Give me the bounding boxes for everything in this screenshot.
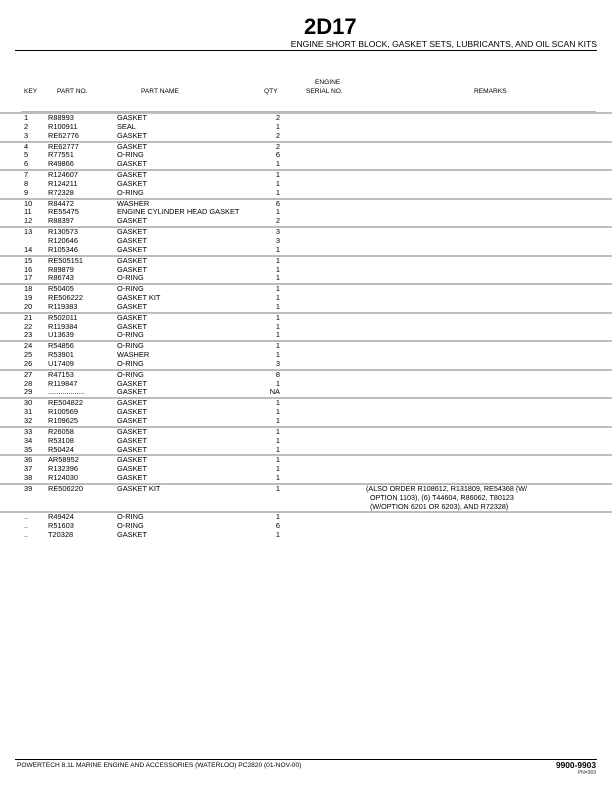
- part-name-cell: GASKET: [117, 235, 147, 245]
- part-name-cell: GASKET: [117, 464, 147, 474]
- part-no-cell: RE505151: [48, 255, 83, 265]
- table-row: [0, 274, 612, 283]
- key-cell: 10: [24, 198, 33, 208]
- key-cell: 30: [24, 398, 33, 408]
- part-name-cell: O-RING: [117, 512, 144, 522]
- part-name-cell: GASKET: [117, 407, 147, 417]
- key-cell: 31: [24, 407, 33, 417]
- qty-cell: 1: [275, 293, 280, 303]
- key-cell: 5: [24, 150, 29, 160]
- table-row: [0, 380, 612, 389]
- table-row: [0, 531, 612, 540]
- part-name-cell: GASKET: [117, 426, 147, 436]
- part-name-cell: O-RING: [117, 369, 144, 379]
- key-cell: 14: [24, 244, 33, 254]
- part-no-cell: R53108: [48, 435, 74, 445]
- footer-divider: [15, 759, 597, 760]
- column-header-serial-line1: ENGINE: [315, 79, 341, 86]
- qty-cell: 1: [275, 341, 280, 351]
- part-name-cell: GASKET: [117, 130, 147, 140]
- parts-table: [0, 112, 612, 540]
- part-name-cell: GASKET: [117, 141, 147, 151]
- page-range: 9900-9903: [555, 760, 596, 770]
- table-row: [0, 437, 612, 446]
- key-cell: 27: [24, 369, 33, 379]
- qty-cell: 1: [275, 159, 280, 169]
- part-name-cell: O-RING: [117, 341, 144, 351]
- part-name-cell: GASKET: [117, 473, 147, 483]
- table-row: [0, 169, 612, 180]
- part-name-cell: GASKET: [117, 170, 147, 180]
- key-cell: 8: [24, 178, 29, 188]
- part-no-cell: R124211: [48, 178, 78, 188]
- part-no-cell: R100569: [48, 407, 78, 417]
- table-row: [0, 266, 612, 275]
- part-name-cell: O-RING: [117, 358, 144, 368]
- key-cell: 1: [24, 113, 29, 122]
- table-row: [0, 454, 612, 465]
- part-name-cell: GASKET KIT: [117, 293, 161, 303]
- qty-cell: 1: [275, 435, 280, 445]
- part-name-cell: SEAL: [117, 121, 136, 131]
- qty-cell: 1: [275, 455, 280, 465]
- table-row: [0, 465, 612, 474]
- remarks-cell: OPTION 1103), (6) T44604, R86062, T80123: [370, 492, 514, 502]
- qty-cell: 1: [275, 398, 280, 408]
- part-no-cell: RE506222: [48, 293, 83, 303]
- qty-cell: 3: [275, 358, 280, 368]
- qty-cell: 1: [275, 207, 280, 217]
- qty-cell: 1: [275, 416, 280, 425]
- key-cell: 28: [24, 378, 33, 388]
- qty-cell: 1: [275, 330, 280, 340]
- table-row: [0, 351, 612, 360]
- key-cell: 32: [24, 416, 33, 425]
- part-name-cell: GASKET KIT: [117, 483, 161, 493]
- table-row: [0, 388, 612, 397]
- part-no-cell: R124607: [48, 170, 78, 180]
- part-name-cell: GASKET: [117, 227, 147, 237]
- table-row: [0, 408, 612, 417]
- part-no-cell: R77551: [48, 150, 74, 160]
- table-row: [0, 417, 612, 426]
- part-no-cell: R105346: [48, 244, 78, 254]
- column-header-remarks: REMARKS: [474, 88, 507, 95]
- part-no-cell: U13639: [48, 330, 74, 340]
- key-cell: 22: [24, 321, 33, 331]
- part-no-cell: AR58952: [48, 455, 79, 465]
- table-row: [0, 331, 612, 340]
- qty-cell: 1: [275, 512, 280, 522]
- qty-cell: 1: [275, 264, 280, 274]
- key-cell: 13: [24, 227, 33, 237]
- page-title: ENGINE SHORT BLOCK, GASKET SETS, LUBRICANTS, AND OIL SCAN KITS: [290, 39, 597, 49]
- qty-cell: 1: [275, 312, 280, 322]
- key-cell: ..: [24, 530, 29, 540]
- part-name-cell: GASKET: [117, 444, 147, 454]
- qty-cell: 1: [275, 530, 280, 540]
- part-name-cell: GASKET: [117, 255, 147, 265]
- part-no-cell: R54856: [48, 341, 74, 351]
- key-cell: 18: [24, 284, 33, 294]
- part-name-cell: GASKET: [117, 113, 147, 122]
- table-row: [0, 511, 612, 522]
- table-row: [0, 446, 612, 455]
- key-cell: 17: [24, 273, 33, 283]
- key-cell: 4: [24, 141, 29, 151]
- part-no-cell: R109625: [48, 416, 78, 425]
- part-no-cell: RE504822: [48, 398, 83, 408]
- part-name-cell: O-RING: [117, 284, 144, 294]
- part-no-cell: R119384: [48, 321, 78, 331]
- part-no-cell: R120646: [48, 235, 78, 245]
- part-no-cell: R89879: [48, 264, 74, 274]
- qty-cell: 3: [275, 227, 280, 237]
- column-header-part-name: PART NAME: [141, 88, 179, 95]
- part-no-cell: ..................: [48, 387, 85, 397]
- table-row: [0, 283, 612, 294]
- part-no-cell: R86743: [48, 273, 74, 283]
- key-cell: ..: [24, 521, 29, 531]
- qty-cell: 1: [275, 301, 280, 311]
- part-no-cell: RE506220: [48, 483, 83, 493]
- part-no-cell: R100911: [48, 121, 78, 131]
- qty-cell: 1: [275, 350, 280, 360]
- table-row: [0, 369, 612, 380]
- part-no-cell: R124030: [48, 473, 78, 483]
- part-no-cell: R50405: [48, 284, 74, 294]
- part-name-cell: GASKET: [117, 301, 147, 311]
- key-cell: 39: [24, 483, 33, 493]
- key-cell: 7: [24, 170, 29, 180]
- part-name-cell: WASHER: [117, 350, 150, 360]
- column-header-qty: QTY: [264, 88, 278, 95]
- key-cell: 6: [24, 159, 29, 169]
- qty-cell: 2: [275, 130, 280, 140]
- part-no-cell: R50424: [48, 444, 74, 454]
- table-row: [0, 226, 612, 237]
- qty-cell: 1: [275, 178, 280, 188]
- key-cell: 2: [24, 121, 29, 131]
- part-name-cell: GASKET: [117, 530, 147, 540]
- column-header-serial-line2: SERIAL NO.: [306, 88, 343, 95]
- table-row: [0, 112, 612, 123]
- key-cell: 34: [24, 435, 33, 445]
- qty-cell: 1: [275, 444, 280, 454]
- qty-cell: 2: [275, 216, 280, 226]
- key-cell: 35: [24, 444, 33, 454]
- part-no-cell: R119847: [48, 378, 78, 388]
- qty-cell: 6: [275, 521, 280, 531]
- qty-cell: 1: [275, 284, 280, 294]
- table-row: [0, 340, 612, 351]
- table-row: [0, 141, 612, 152]
- key-cell: 29: [24, 387, 33, 397]
- footer-text: POWERTECH 8.1L MARINE ENGINE AND ACCESSORIES (WATERLOO) PC2820 (01-NOV-00): [17, 762, 302, 769]
- key-cell: 25: [24, 350, 33, 360]
- part-no-cell: RE62777: [48, 141, 79, 151]
- part-name-cell: O-RING: [117, 150, 144, 160]
- key-cell: 36: [24, 455, 33, 465]
- qty-cell: NA: [269, 387, 280, 397]
- table-row: [0, 160, 612, 169]
- part-no-cell: R47153: [48, 369, 74, 379]
- qty-cell: 1: [275, 483, 280, 493]
- part-name-cell: GASKET: [117, 159, 147, 169]
- table-row: [0, 123, 612, 132]
- part-name-cell: GASKET: [117, 244, 147, 254]
- table-row: [0, 217, 612, 226]
- table-row: [0, 474, 612, 483]
- key-cell: 12: [24, 216, 33, 226]
- table-row: [0, 294, 612, 303]
- table-row: [0, 208, 612, 217]
- part-no-cell: R132396: [48, 464, 78, 474]
- remarks-cell: (W/OPTION 6201 OR 6203), AND R72328): [370, 501, 509, 511]
- part-no-cell: T20328: [48, 530, 74, 540]
- table-row: [0, 483, 612, 512]
- part-no-cell: R72328: [48, 187, 74, 197]
- qty-cell: 1: [275, 321, 280, 331]
- part-no-cell: R84472: [48, 198, 74, 208]
- part-name-cell: GASKET: [117, 455, 147, 465]
- table-row: [0, 151, 612, 160]
- key-cell: 37: [24, 464, 33, 474]
- part-name-cell: GASKET: [117, 321, 147, 331]
- table-row: [0, 303, 612, 312]
- key-cell: 21: [24, 312, 33, 322]
- qty-cell: 2: [275, 113, 280, 122]
- table-row: [0, 246, 612, 255]
- key-cell: ..: [24, 512, 29, 522]
- column-header-key: KEY: [24, 88, 38, 95]
- table-row: [0, 360, 612, 369]
- key-cell: 16: [24, 264, 33, 274]
- qty-cell: 1: [275, 244, 280, 254]
- qty-cell: 1: [275, 407, 280, 417]
- key-cell: 11: [24, 207, 32, 217]
- key-cell: 24: [24, 341, 33, 351]
- key-cell: 26: [24, 358, 33, 368]
- part-name-cell: GASKET: [117, 378, 147, 388]
- qty-cell: 1: [275, 473, 280, 483]
- part-name-cell: GASKET: [117, 264, 147, 274]
- part-no-cell: R88993: [48, 113, 74, 122]
- part-no-cell: R130573: [48, 227, 78, 237]
- part-name-cell: GASKET: [117, 312, 147, 322]
- pn-label: PN=369: [577, 770, 596, 776]
- table-row: [0, 180, 612, 189]
- part-no-cell: U17409: [48, 358, 74, 368]
- part-no-cell: R26058: [48, 426, 74, 436]
- part-no-cell: R119383: [48, 301, 78, 311]
- table-row: [0, 397, 612, 408]
- remarks-cell: (ALSO ORDER R108612, R131809, RE54368 (W/: [366, 483, 527, 493]
- table-row: [0, 237, 612, 246]
- qty-cell: 1: [275, 426, 280, 436]
- part-name-cell: O-RING: [117, 273, 144, 283]
- part-name-cell: O-RING: [117, 330, 144, 340]
- part-no-cell: R88397: [48, 216, 74, 226]
- qty-cell: 2: [275, 141, 280, 151]
- key-cell: 15: [24, 255, 33, 265]
- part-name-cell: GASKET: [117, 216, 147, 226]
- column-header-part-no: PART NO.: [57, 88, 88, 95]
- qty-cell: 6: [275, 198, 280, 208]
- part-name-cell: GASKET: [117, 435, 147, 445]
- part-name-cell: GASKET: [117, 387, 147, 397]
- part-no-cell: R49866: [48, 159, 74, 169]
- qty-cell: 1: [275, 187, 280, 197]
- table-row: [0, 323, 612, 332]
- key-cell: 33: [24, 426, 33, 436]
- part-no-cell: R51603: [48, 521, 74, 531]
- part-name-cell: WASHER: [117, 198, 150, 208]
- qty-cell: 6: [275, 150, 280, 160]
- part-no-cell: R49424: [48, 512, 74, 522]
- table-row: [0, 255, 612, 266]
- qty-cell: 1: [275, 378, 280, 388]
- table-row: [0, 189, 612, 198]
- part-no-cell: R53901: [48, 350, 74, 360]
- part-name-cell: GASKET: [117, 416, 147, 425]
- part-no-cell: RE55475: [48, 207, 79, 217]
- part-name-cell: GASKET: [117, 398, 147, 408]
- qty-cell: 1: [275, 121, 280, 131]
- qty-cell: 3: [275, 235, 280, 245]
- qty-cell: 1: [275, 255, 280, 265]
- qty-cell: 1: [275, 170, 280, 180]
- qty-cell: 8: [275, 369, 280, 379]
- table-row: [0, 312, 612, 323]
- key-cell: 23: [24, 330, 33, 340]
- key-cell: 9: [24, 187, 29, 197]
- part-name-cell: ENGINE CYLINDER HEAD GASKET: [117, 207, 240, 217]
- table-row: [0, 198, 612, 209]
- part-no-cell: R502011: [48, 312, 78, 322]
- key-cell: 19: [24, 293, 33, 303]
- qty-cell: 1: [275, 273, 280, 283]
- table-row: [0, 132, 612, 141]
- title-divider: [15, 50, 597, 51]
- table-row: [0, 426, 612, 437]
- qty-cell: 1: [275, 464, 280, 474]
- part-name-cell: O-RING: [117, 521, 144, 531]
- key-cell: 38: [24, 473, 33, 483]
- table-row: [0, 522, 612, 531]
- key-cell: 3: [24, 130, 29, 140]
- part-name-cell: O-RING: [117, 187, 144, 197]
- section-number: 2D17: [304, 14, 357, 39]
- part-name-cell: GASKET: [117, 178, 147, 188]
- part-no-cell: RE62776: [48, 130, 79, 140]
- key-cell: 20: [24, 301, 33, 311]
